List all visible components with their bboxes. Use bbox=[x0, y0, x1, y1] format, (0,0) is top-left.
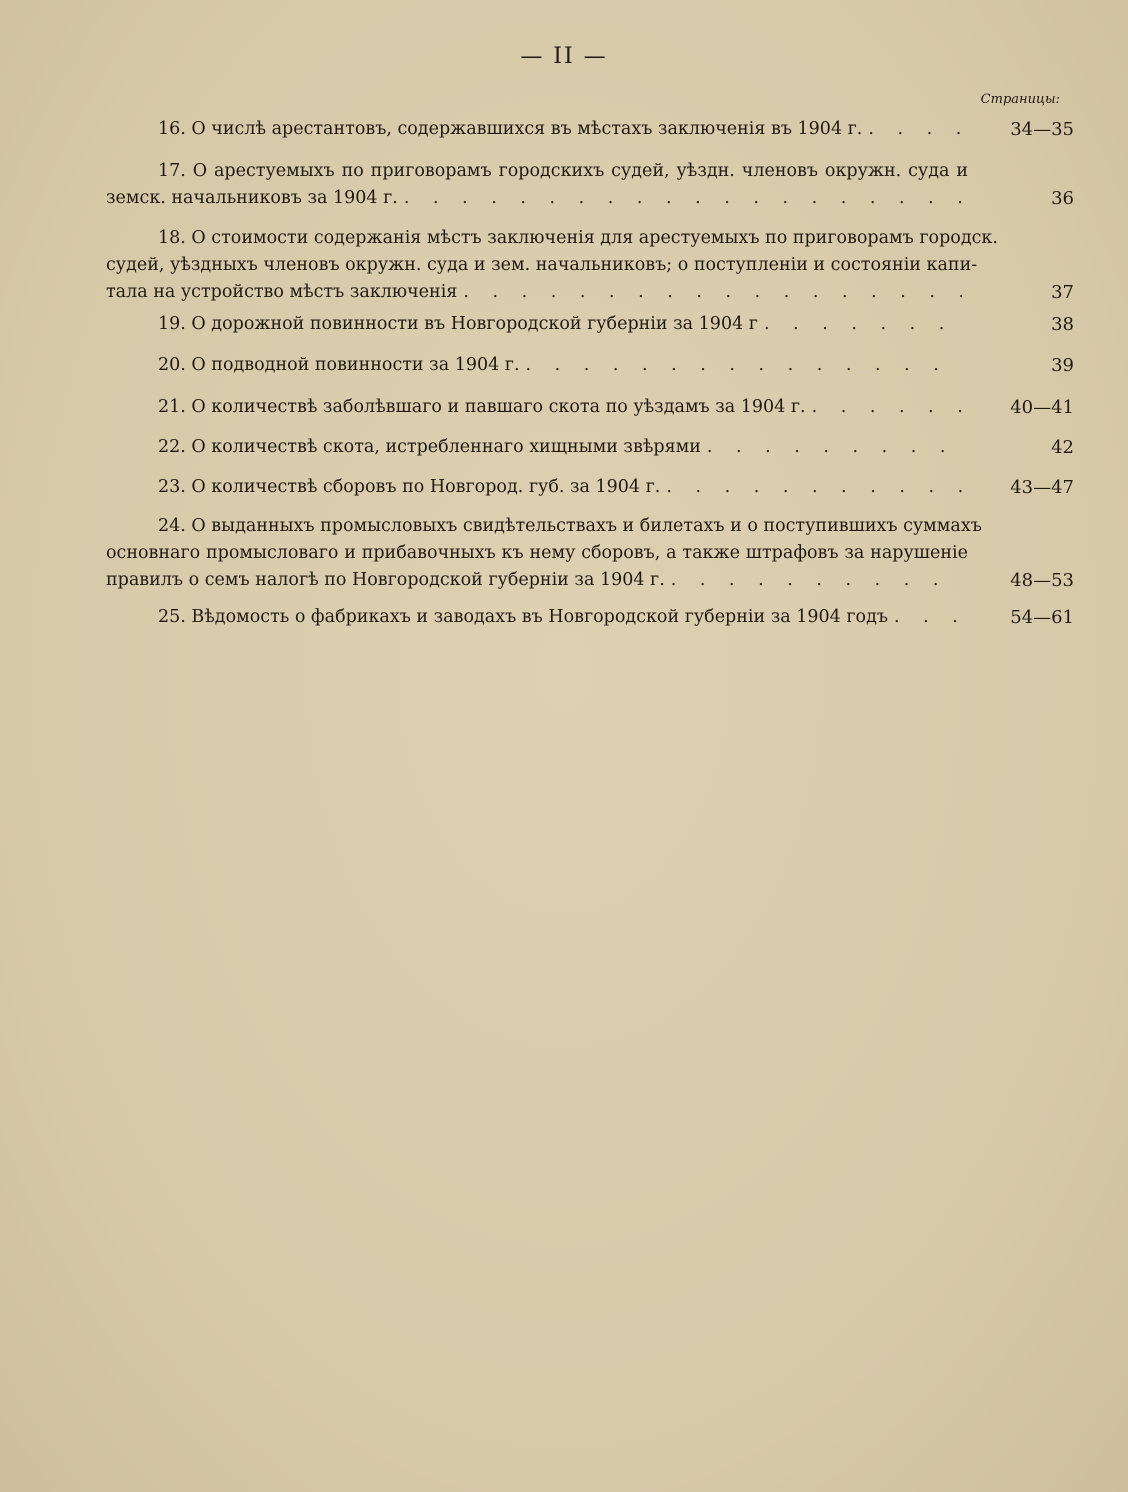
leader-dots bbox=[526, 352, 962, 379]
toc-entry-line bbox=[106, 311, 968, 338]
toc-entry-pages: 38 bbox=[1051, 314, 1074, 335]
toc-entry-text: 17. О арестуемыхъ по приговорамъ городскихъ судей, уѣздн. членовъ окружн. суда и bbox=[158, 161, 968, 181]
toc-entry-line bbox=[106, 567, 968, 594]
toc-entry bbox=[106, 311, 968, 338]
toc-entry-line bbox=[106, 513, 982, 540]
leader-dots bbox=[463, 279, 962, 306]
toc-entry-text: 18. О стоимости содержанія мѣстъ заключенія для арестуемыхъ по приговорамъ городск. bbox=[158, 228, 998, 248]
leader-dots bbox=[404, 185, 962, 212]
toc-entry-pages: 42 bbox=[1051, 437, 1074, 458]
toc-entry bbox=[106, 513, 982, 594]
toc-entry-text: 23. О количествѣ сборовъ по Новгород. губ. за 1904 г. bbox=[158, 477, 661, 497]
toc-entry-text: 25. Вѣдомость о фабрикахъ и заводахъ въ Новгородской губерніи за 1904 годъ bbox=[158, 607, 888, 627]
leader-dots bbox=[666, 474, 962, 501]
toc-entry bbox=[106, 474, 968, 501]
leader-dots bbox=[764, 311, 962, 338]
toc-entry-line bbox=[106, 474, 968, 501]
toc-entry bbox=[106, 116, 968, 143]
pages-column-header: Страницы: bbox=[980, 92, 1060, 107]
toc-entry bbox=[106, 225, 998, 306]
toc-entry-text: 24. О выданныхъ промысловыхъ свидѣтельствахъ и билетахъ и о поступившихъ суммахъ bbox=[158, 516, 982, 536]
toc-entry-pages: 37 bbox=[1051, 282, 1074, 303]
toc-entry-pages: 34—35 bbox=[1010, 119, 1074, 140]
toc-entry-line bbox=[106, 225, 998, 252]
toc-entry bbox=[106, 394, 968, 421]
toc-entry bbox=[106, 434, 968, 461]
toc-entry-text: 22. О количествѣ скота, истребленнаго хищными звѣрями bbox=[158, 437, 701, 457]
toc-entry-pages: 48—53 bbox=[1010, 570, 1074, 591]
toc-entry-text: судей, уѣздныхъ членовъ окружн. суда и зем. начальниковъ; о поступленіи и состояніи капи- bbox=[106, 255, 978, 275]
toc-entry bbox=[106, 352, 968, 379]
toc-entry-line bbox=[106, 434, 968, 461]
toc-entry-pages: 36 bbox=[1051, 188, 1074, 209]
toc-entry-line bbox=[106, 279, 968, 306]
toc-entry-line bbox=[106, 185, 968, 212]
toc-entry-pages: 40—41 bbox=[1010, 397, 1074, 418]
toc-entry-line bbox=[106, 604, 968, 631]
page-number-header: — II — bbox=[520, 44, 608, 69]
toc-entry-line bbox=[106, 394, 968, 421]
toc-entry-text: земск. начальниковъ за 1904 г. bbox=[106, 188, 398, 208]
toc-entry bbox=[106, 604, 968, 631]
toc-entry-pages: 43—47 bbox=[1010, 477, 1074, 498]
leader-dots bbox=[868, 116, 962, 143]
toc-entry-text: 19. О дорожной повинности въ Новгородской губерніи за 1904 г bbox=[158, 314, 758, 334]
toc-entry-line bbox=[106, 116, 968, 143]
toc-entry-line bbox=[106, 540, 968, 567]
toc-entry-line bbox=[106, 252, 978, 279]
toc-entry-line bbox=[106, 158, 968, 185]
toc-entry-text: 16. О числѣ арестантовъ, содержавшихся въ мѣстахъ заключенія въ 1904 г. bbox=[158, 119, 863, 139]
toc-entry-text: тала на устройство мѣстъ заключенія bbox=[106, 282, 458, 302]
toc-entry-line bbox=[106, 352, 968, 379]
toc-entry-pages: 54—61 bbox=[1010, 607, 1074, 628]
toc-entry-pages: 39 bbox=[1051, 355, 1074, 376]
leader-dots bbox=[707, 434, 962, 461]
toc-entry-text: 20. О подводной повинности за 1904 г. bbox=[158, 355, 520, 375]
leader-dots bbox=[894, 604, 962, 631]
toc-entry bbox=[106, 158, 968, 212]
toc-entry-text: 21. О количествѣ заболѣвшаго и павшаго скота по уѣздамъ за 1904 г. bbox=[158, 397, 806, 417]
leader-dots bbox=[671, 567, 962, 594]
toc-entry-text: основнаго промысловаго и прибавочныхъ къ нему сборовъ, а также штрафовъ за нарушеніе bbox=[106, 543, 968, 563]
toc-entry-text: правилъ о семъ налогѣ по Новгородской губерніи за 1904 г. bbox=[106, 570, 665, 590]
leader-dots bbox=[812, 394, 962, 421]
